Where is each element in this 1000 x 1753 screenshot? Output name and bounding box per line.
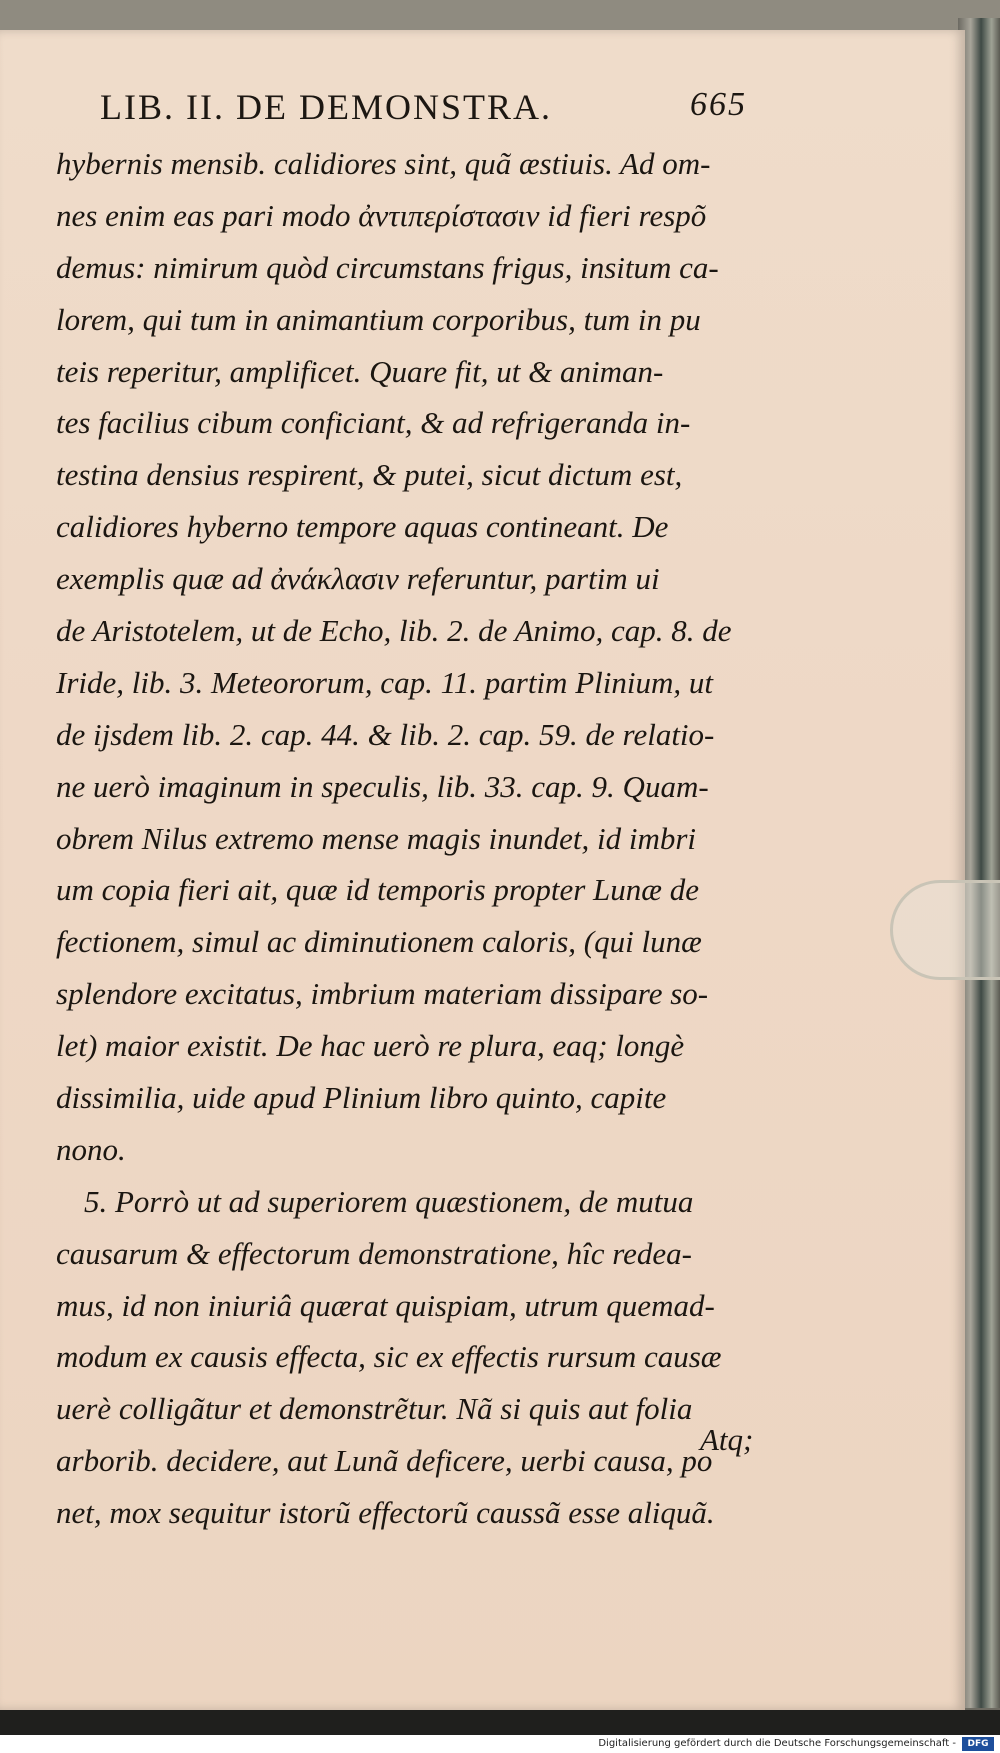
- text-line: ne uerò imaginum in speculis, lib. 33. cap. 9. Quam-: [56, 768, 709, 804]
- text-line: uerè colligãtur et demonstrẽtur. Nã si quis aut folia: [56, 1391, 693, 1427]
- page-clip: [890, 880, 1000, 980]
- text-line: demus: nimirum quòd circumstans frigus, insitum ca-: [56, 249, 719, 285]
- text-line: tes facilius cibum conficiant, & ad refrigeranda in-: [56, 405, 691, 441]
- text-line: nono.: [56, 1131, 126, 1167]
- text-line: teis reperitur, amplificet. Quare fit, ut & animan-: [56, 353, 664, 389]
- running-title: LIB. II. DE DEMONSTRA.: [100, 87, 552, 127]
- text-line: arborib. decidere, aut Lunã deficere, uerbi causa, po: [56, 1443, 713, 1479]
- footer-credit: Digitalisierung gefördert durch die Deutsche Forschungsgemeinschaft -: [598, 1738, 956, 1749]
- text-line: lorem, qui tum in animantium corporibus, tum in pu: [56, 301, 701, 337]
- text-line: de ijsdem lib. 2. cap. 44. & lib. 2. cap. 59. de relatio-: [56, 716, 715, 752]
- text-line: dissimilia, uide apud Plinium libro quinto, capite: [56, 1080, 667, 1116]
- text-line: net, mox sequitur istorũ effectorũ caussã esse aliquã.: [56, 1495, 715, 1531]
- page-number: 665: [690, 86, 747, 123]
- text-line: let) maior existit. De hac uerò re plura, eaq; longè: [56, 1028, 685, 1064]
- text-line: nes enim eas pari modo ἀντιπερίστασιν id fieri respõ: [56, 197, 707, 233]
- text-line: hybernis mensib. calidiores sint, quã æstiuis. Ad om-: [56, 146, 711, 181]
- running-header: [100, 86, 760, 130]
- text-line: splendore excitatus, imbrium materiam dissipare so-: [56, 976, 709, 1012]
- text-line: obrem Nilus extremo mense magis inundet, id imbri: [56, 820, 697, 856]
- body-text: [56, 138, 766, 1539]
- scan-bottom-edge: [0, 1710, 1000, 1735]
- text-line: exemplis quæ ad ἀνάκλασιν referuntur, partim ui: [56, 561, 660, 597]
- scan-top-edge: [0, 0, 1000, 30]
- catchword: Atq;: [700, 1422, 754, 1457]
- text-line: um copia fieri ait, quæ id temporis propter Lunæ de: [56, 872, 699, 908]
- dfg-logo[interactable]: DFG: [962, 1737, 994, 1751]
- text-line: 5. Porrò ut ad superiorem quæstionem, de mutua: [84, 1183, 694, 1219]
- text-line: mus, id non iniuriâ quærat quispiam, utrum quemad-: [56, 1287, 715, 1323]
- text-line: modum ex causis effecta, sic ex effectis rursum causæ: [56, 1339, 722, 1375]
- text-line: de Aristotelem, ut de Echo, lib. 2. de Animo, cap. 8. de: [56, 613, 732, 649]
- text-line: fectionem, simul ac diminutionem caloris, (qui lunæ: [56, 924, 702, 960]
- text-line: causarum & effectorum demonstratione, hîc redea-: [56, 1235, 692, 1271]
- text-line: calidiores hyberno tempore aquas contineant. De: [56, 509, 669, 545]
- text-line: Iride, lib. 3. Meteororum, cap. 11. partim Plinium, ut: [56, 664, 713, 700]
- text-line: testina densius respirent, & putei, sicut dictum est,: [56, 457, 683, 493]
